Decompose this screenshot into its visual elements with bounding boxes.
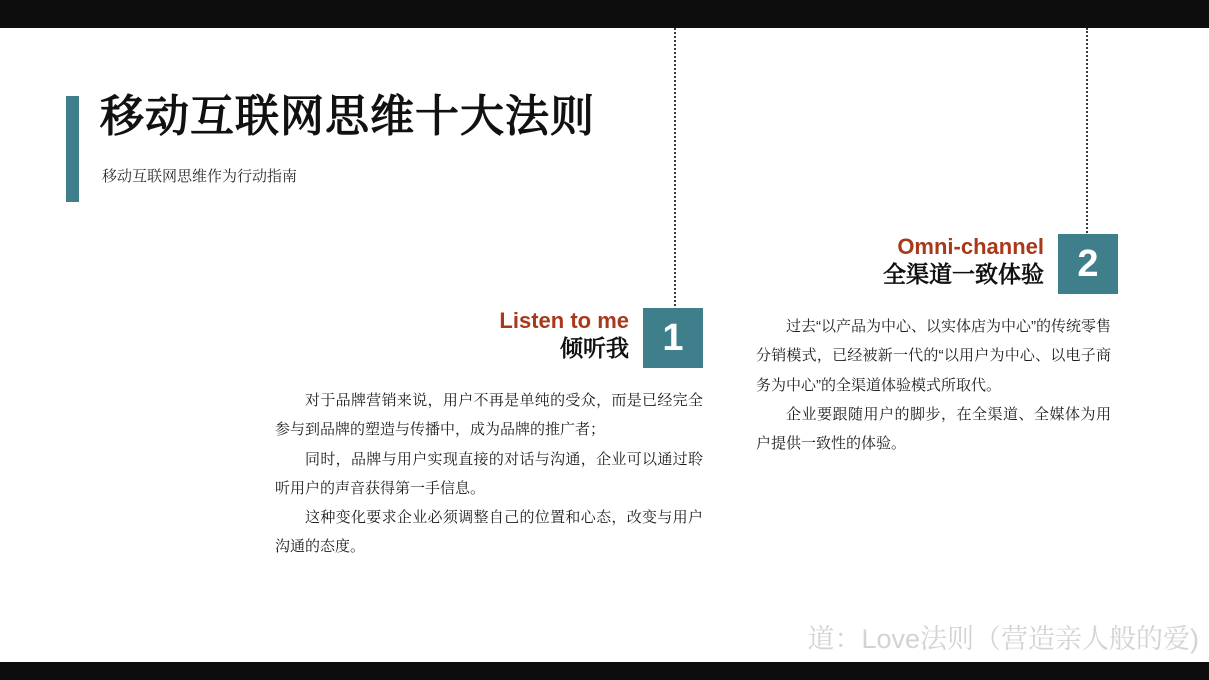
item-number-badge: 1	[643, 308, 703, 368]
top-bar	[0, 0, 1209, 28]
item-header	[756, 234, 1118, 294]
item-title-en: Omni-channel	[897, 234, 1044, 259]
item-paragraph: 这种变化要求企业必须调整自己的位置和心态，改变与用户沟通的态度。	[275, 509, 703, 556]
item-header	[275, 308, 703, 368]
list-item	[275, 308, 703, 562]
title-accent-bar	[66, 96, 79, 202]
item-heading-text	[883, 234, 1058, 289]
item-title-cn: 倾听我	[560, 335, 629, 362]
item-title-cn: 全渠道一致体验	[883, 261, 1044, 288]
item-paragraph: 同时，品牌与用户实现直接的对话与沟通，企业可以通过聆听用户的声音获得第一手信息。	[275, 450, 703, 497]
item-number-badge: 2	[1058, 234, 1118, 294]
item-body	[275, 386, 703, 562]
page-title: 移动互联网思维十大法则	[100, 92, 595, 141]
bottom-bar	[0, 662, 1209, 680]
connector-line-1	[674, 28, 676, 314]
item-paragraph: 企业要跟随用户的脚步，在全渠道、全媒体为用户提供一致性的体验。	[756, 405, 1111, 452]
footer-note: 道：Love法则（营造亲人般的爱)	[807, 624, 1199, 654]
item-paragraph: 过去“以产品为中心、以实体店为中心”的传统零售分销模式，已经被新一代的“以用户为中心、以电子商务为中心”的全渠道体验模式所取代。	[756, 318, 1111, 394]
item-paragraph: 对于品牌营销来说，用户不再是单纯的受众，而是已经完全参与到品牌的塑造与传播中，成为品牌的推广者；	[275, 392, 703, 439]
connector-line-2	[1086, 28, 1088, 236]
list-item	[756, 234, 1118, 458]
item-title-en: Listen to me	[499, 308, 629, 333]
item-heading-text	[499, 308, 643, 363]
item-body	[756, 312, 1111, 458]
page-subtitle: 移动互联网思维作为行动指南	[102, 168, 298, 185]
